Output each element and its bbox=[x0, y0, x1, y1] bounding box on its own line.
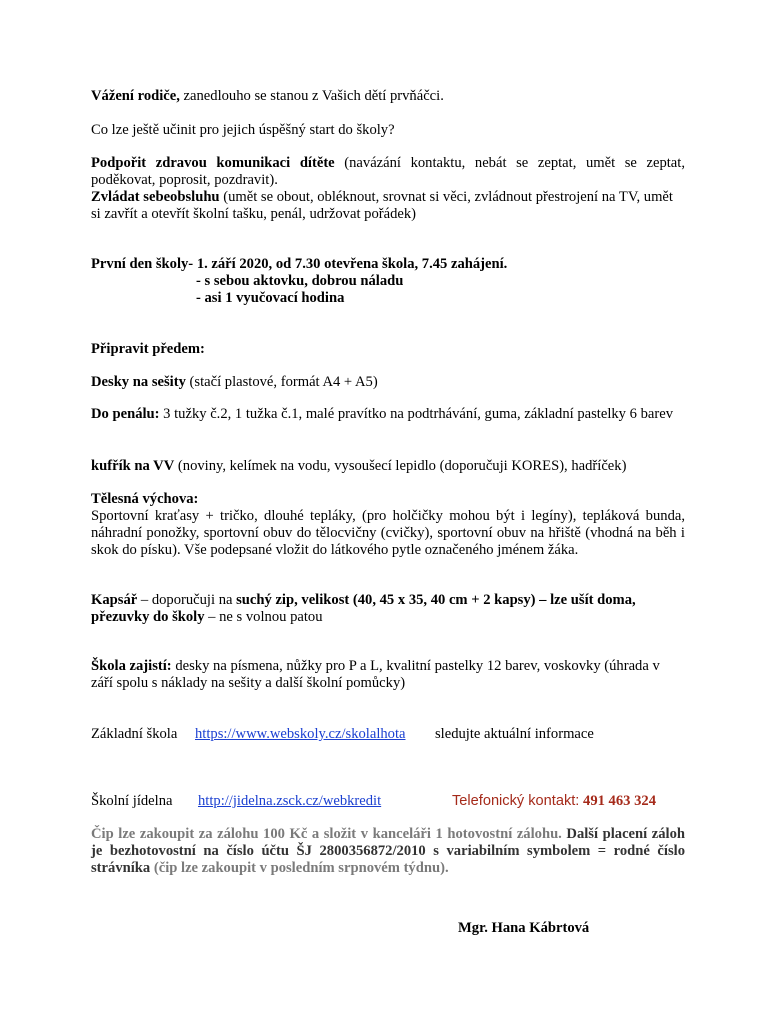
pocket-paragraph bbox=[91, 592, 685, 626]
pe-text: Sportovní kraťasy + tričko, dlouhé tepláky, (pro holčičky mohou být i legíny), tepláková bunda, náhradní ponožky, sportovní obuv do tělocvičny (cvičky), sportovní obuv na hřiště (vhodná na běh i skok do písku). Vše podepsané vložit do látkového pytle označeného jménem žáka. bbox=[91, 508, 685, 559]
canteen-website-link[interactable]: http://jidelna.zsck.cz/webkredit bbox=[198, 793, 382, 809]
school-website-link[interactable]: https://www.webskoly.cz/skolalhota bbox=[195, 726, 406, 742]
canteen-label: Školní jídelna bbox=[91, 793, 173, 809]
pocket-bold: Kapsář bbox=[91, 592, 138, 608]
first-day-line2: - s sebou aktovku, dobrou náladu bbox=[196, 273, 404, 289]
canteen-phone bbox=[452, 793, 656, 810]
support-communication-bold: Podpořit zdravou komunikaci dítěte bbox=[91, 155, 335, 171]
prepare-folders-text: (stačí plastové, formát A4 + A5) bbox=[185, 374, 378, 390]
support-self-care-bold: Zvládat sebeobsluhu bbox=[91, 189, 220, 205]
prepare-pencil-case-text: 3 tužky č.2, 1 tužka č.1, malé pravítko na podtrhávání, guma, základní pastelky 6 barev bbox=[159, 406, 673, 422]
first-day-line3: - asi 1 vyučovací hodina bbox=[196, 290, 345, 306]
pocket-text2: – ne s volnou patou bbox=[204, 609, 323, 626]
prepare-art-case bbox=[91, 458, 626, 475]
chip-dark-text: Další placení záloh je bezhotovostní na číslo účtu ŠJ 2800356872/2010 s variabilním symbolem = rodné číslo strávníka bbox=[91, 826, 686, 877]
prepare-pencil-case bbox=[91, 406, 685, 423]
signature: Mgr. Hana Kábrtová bbox=[458, 920, 590, 936]
pe-heading: Tělesná výchova: bbox=[91, 491, 199, 507]
greeting-text: zanedlouho se stanou z Vašich dětí prvňáčci. bbox=[179, 88, 444, 104]
chip-gray-text2: (čip lze zakoupit v posledním srpnovém týdnu). bbox=[150, 860, 449, 877]
chip-gray-text1: Čip lze zakoupit za zálohu 100 Kč a složit v kanceláři 1 hotovostní zálohu. bbox=[91, 826, 562, 842]
support-self-care bbox=[91, 189, 685, 223]
school-provides-bold: Škola zajistí: bbox=[91, 658, 172, 674]
question: Co lze ještě učinit pro jejich úspěšný start do školy? bbox=[91, 122, 395, 138]
school-provides bbox=[91, 658, 685, 692]
pocket-bold2: suchý zip, velikost (40, 45 x 35, 40 cm + 2 kapsy) – lze ušít doma, přezuvky do školy bbox=[91, 592, 636, 626]
prepare-art-case-bold: kufřík na VV bbox=[91, 458, 175, 474]
support-communication-text: (navázání kontaktu, nebát se zeptat, umět se zeptat, poděkovat, poprosit, pozdravit). bbox=[91, 155, 685, 189]
school-link-label: Základní škola bbox=[91, 726, 178, 742]
canteen-phone-label: Telefonický kontakt: bbox=[452, 793, 580, 809]
first-day-line1: První den školy- 1. září 2020, od 7.30 otevřena škola, 7.45 zahájení. bbox=[91, 256, 508, 272]
prepare-heading: Připravit předem: bbox=[91, 341, 205, 357]
greeting bbox=[91, 88, 444, 105]
support-communication bbox=[91, 155, 685, 189]
prepare-folders bbox=[91, 374, 378, 391]
pocket-text: – doporučuji na bbox=[137, 592, 237, 608]
greeting-salutation: Vážení rodiče, bbox=[91, 88, 180, 104]
prepare-folders-bold: Desky na sešity bbox=[91, 374, 186, 390]
chip-paragraph bbox=[91, 826, 685, 878]
support-self-care-text: (umět se obout, obléknout, srovnat si věci, zvládnout přestrojení na TV, umět si zavřít a otevřít školní tašku, penál, udržovat pořádek) bbox=[91, 189, 673, 223]
prepare-pencil-case-bold: Do penálu: bbox=[91, 406, 160, 422]
school-link-note: sledujte aktuální informace bbox=[435, 726, 594, 742]
canteen-phone-number: 491 463 324 bbox=[583, 793, 656, 809]
prepare-art-case-text: (noviny, kelímek na vodu, vysoušecí lepidlo (doporučuji KORES), hadříček) bbox=[174, 458, 627, 474]
school-provides-text: desky na písmena, nůžky pro P a L, kvalitní pastelky 12 barev, voskovky (úhrada v září spolu s náklady na sešity a další školní pomůcky) bbox=[91, 658, 660, 692]
school-link-line bbox=[91, 726, 177, 743]
